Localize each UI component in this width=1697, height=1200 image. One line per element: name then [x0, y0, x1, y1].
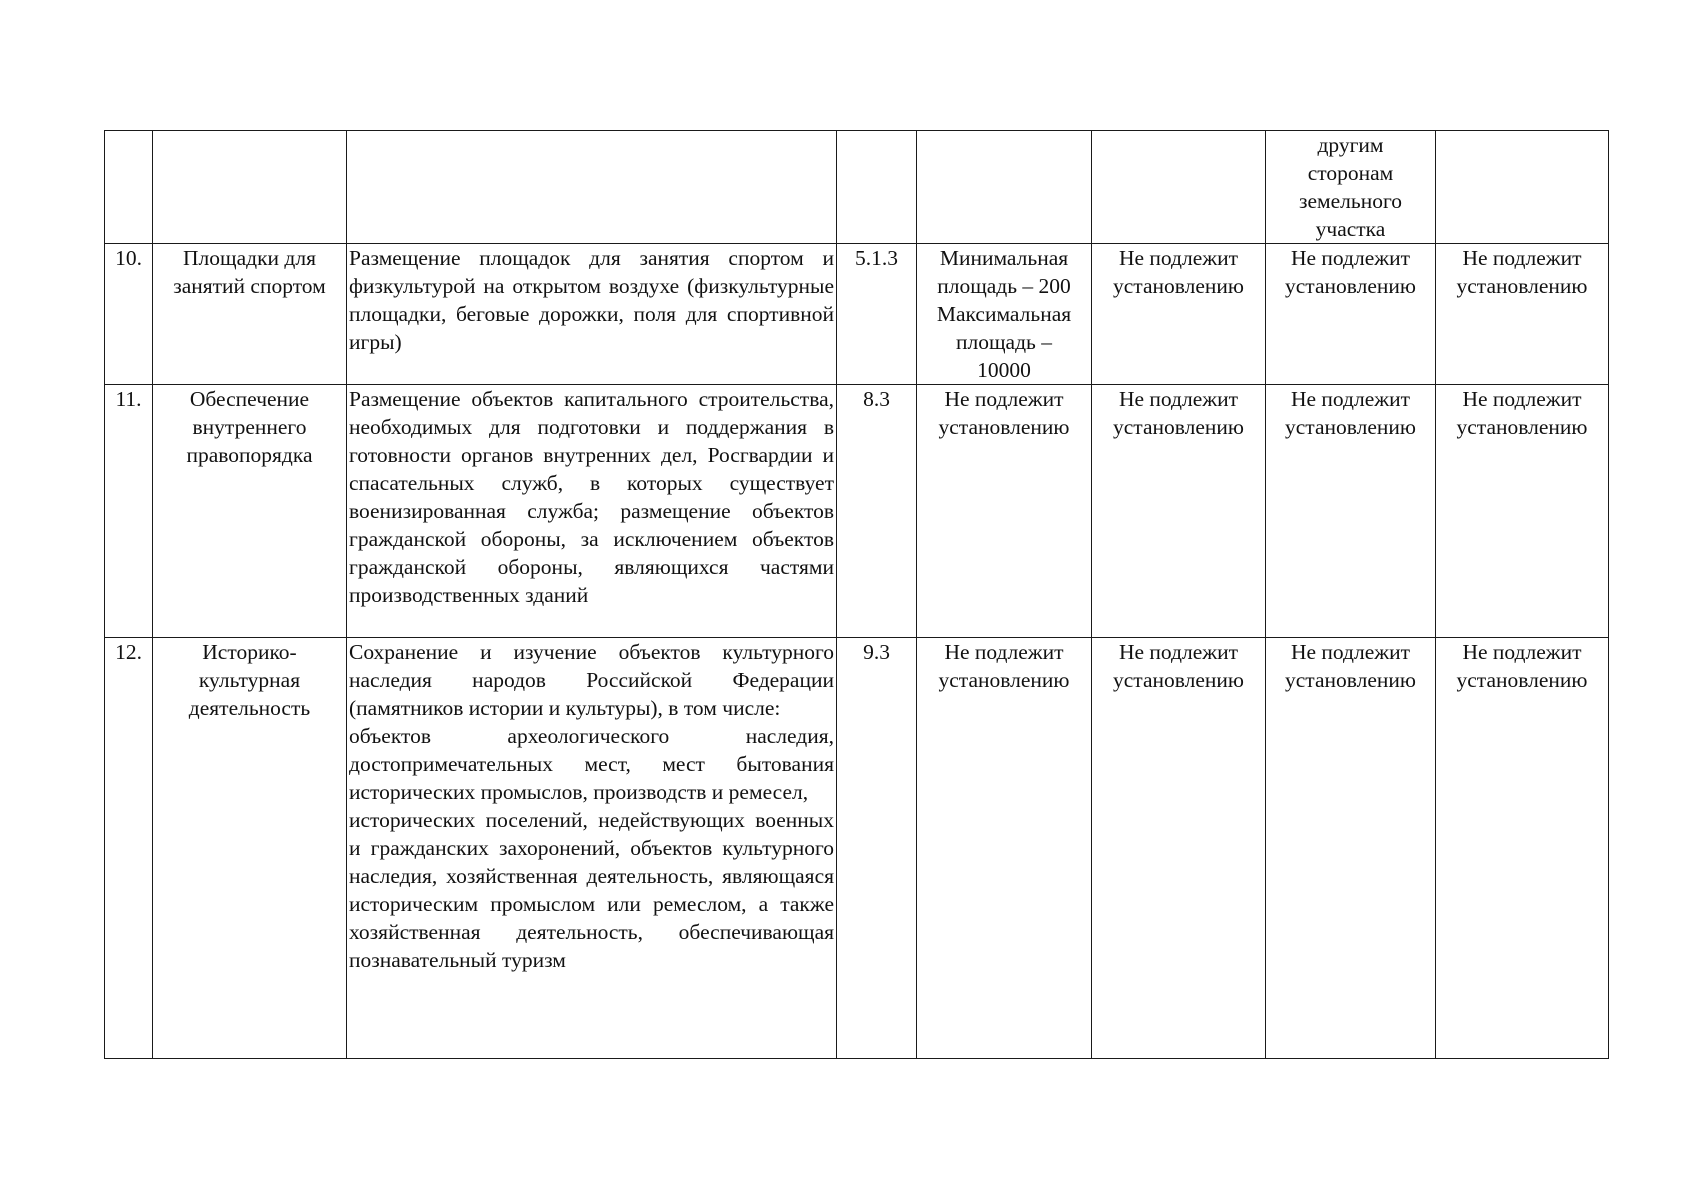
table-row [105, 638, 1609, 1059]
cell-text: установлению [1456, 668, 1588, 692]
cell-text: культурная [198, 668, 301, 692]
cell-text: установлению [1456, 274, 1588, 298]
cell-area [917, 385, 1092, 638]
cell-text: установлению [1285, 415, 1416, 439]
cell-code: 5.1.3 [837, 244, 917, 385]
cell-text: другим [1317, 133, 1384, 157]
cell-text: Площадки для [183, 246, 316, 270]
cell-col7 [1266, 385, 1436, 638]
cell-description [347, 385, 837, 638]
cell-name [153, 638, 347, 1059]
cell-description [347, 131, 837, 244]
cell-col8 [1436, 385, 1609, 638]
cell-text: установлению [938, 668, 1070, 692]
description-text: объектов археологического наследия, достопримечательных мест, мест бытования исторических промыслов, производств и ремесел, [349, 724, 834, 804]
cell-text: Не подлежит [1462, 640, 1582, 664]
cell-area [917, 638, 1092, 1059]
cell-col6 [1092, 131, 1266, 244]
cell-description [347, 244, 837, 385]
cell-text: установлению [1113, 274, 1244, 298]
cell-text: Не подлежит [1118, 640, 1239, 664]
table-row-continuation [105, 131, 1609, 244]
cell-text: сторонам [1307, 161, 1394, 185]
cell-col7 [1266, 638, 1436, 1059]
cell-text: площадь – [956, 330, 1052, 354]
cell-col7 [1266, 244, 1436, 385]
cell-col6 [1092, 244, 1266, 385]
cell-text: Не подлежит [1290, 387, 1411, 411]
cell-text: Не подлежит [1118, 387, 1239, 411]
cell-text: Не подлежит [1290, 246, 1411, 270]
cell-text: деятельность [188, 696, 311, 720]
cell-text: 10000 [977, 358, 1031, 382]
cell-text: установлению [1285, 668, 1416, 692]
cell-text: Обеспечение [189, 387, 310, 411]
description-text: Сохранение и изучение объектов культурного наследия народов Российской Федерации (памятников истории и культуры), в том числе: [349, 640, 834, 720]
cell-text: Не подлежит [944, 387, 1064, 411]
cell-text: установлению [1456, 415, 1588, 439]
description-text: исторических поселений, недействующих военных и гражданских захоронений, объектов культурного наследия, хозяйственная деятельность, являющаяся историческим промыслом или ремеслом, а также хозяйственная деятельность, обеспечивающая познавательный туризм [349, 808, 834, 972]
cell-col8 [1436, 244, 1609, 385]
cell-text: установлению [1113, 415, 1244, 439]
cell-number: 10. [105, 244, 153, 385]
cell-text: Не подлежит [1118, 246, 1239, 270]
cell-text: Не подлежит [1462, 387, 1582, 411]
cell-code: 8.3 [837, 385, 917, 638]
cell-text: участка [1315, 217, 1386, 241]
cell-name [153, 244, 347, 385]
cell-code: 9.3 [837, 638, 917, 1059]
cell-text: внутреннего [192, 415, 307, 439]
cell-text: площадь – 200 [937, 274, 1071, 298]
cell-number: 11. [105, 385, 153, 638]
cell-area [917, 244, 1092, 385]
cell-name [153, 385, 347, 638]
description-text: Размещение площадок для занятия спортом и физкультурой на открытом воздухе (физкультурные площадки, беговые дорожки, поля для спортивной игры) [349, 246, 834, 354]
cell-col6 [1092, 638, 1266, 1059]
description-text: Размещение объектов капитального строительства, необходимых для подготовки и поддержания в готовности органов внутренних дел, Росгвардии и спасательных служб, в которых существует военизированная служба; размещение объектов гражданской обороны, за исключением объектов гражданской обороны, являющихся частями производственных зданий [349, 387, 834, 607]
cell-col8 [1436, 131, 1609, 244]
cell-text: установлению [938, 415, 1070, 439]
cell-col8 [1436, 638, 1609, 1059]
cell-text: Не подлежит [1462, 246, 1582, 270]
table-row [105, 244, 1609, 385]
cell-col6 [1092, 385, 1266, 638]
cell-code [837, 131, 917, 244]
cell-text: установлению [1285, 274, 1416, 298]
land-use-table [104, 130, 1609, 1059]
cell-text: Не подлежит [1290, 640, 1411, 664]
cell-text: Не подлежит [944, 640, 1064, 664]
cell-area [917, 131, 1092, 244]
cell-description [347, 638, 837, 1059]
cell-text: Максимальная [936, 302, 1072, 326]
cell-name [153, 131, 347, 244]
cell-number [105, 131, 153, 244]
cell-text: занятий спортом [173, 274, 326, 298]
cell-text: Историко- [202, 640, 297, 664]
cell-text: установлению [1113, 668, 1244, 692]
cell-text: Минимальная [939, 246, 1069, 270]
table-row [105, 385, 1609, 638]
cell-text: правопорядка [186, 443, 313, 467]
cell-text: земельного [1298, 189, 1402, 213]
cell-col7 [1266, 131, 1436, 244]
cell-number: 12. [105, 638, 153, 1059]
